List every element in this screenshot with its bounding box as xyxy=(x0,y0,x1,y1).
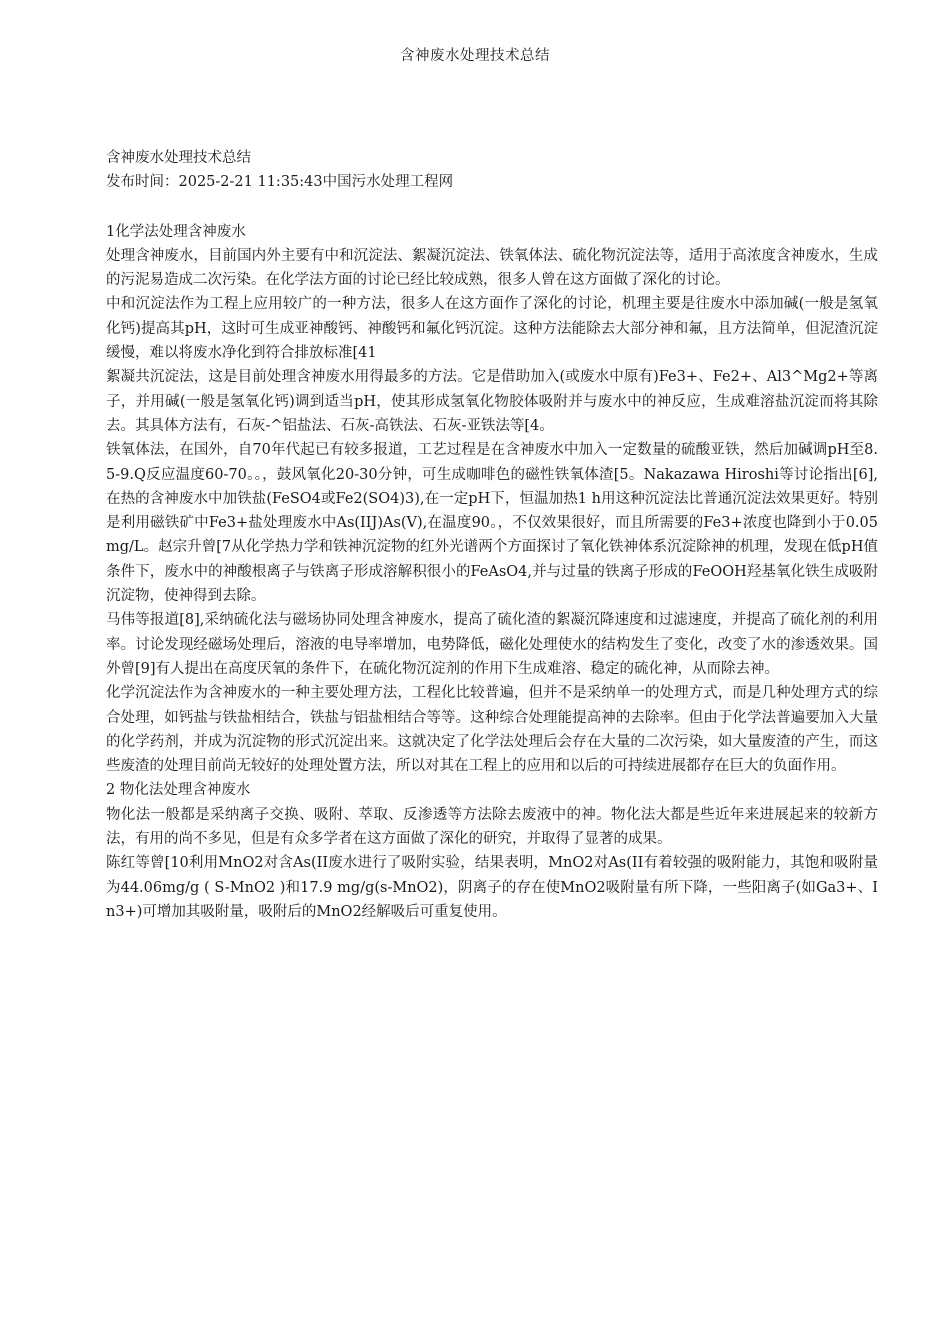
document-body xyxy=(106,146,878,924)
paragraph: 铁氧体法，在国外，自70年代起已有较多报道，工艺过程是在含神废水中加入一定数量的硫酸亚铁，然后加碱调pH至8.5-9.Q反应温度60-70。。，鼓风氧化20-30分钟，可生成咖啡色的磁性铁氧体渣[5。Nakazawa Hiroshi等讨论指出[6],在热的含神废水中加铁盐(FeSO4或Fe2(SO4)3),在一定pH下，恒温加热1 h用这种沉淀法比普通沉淀法效果更好。特别是利用磁铁矿中Fe3+盐处理废水中As(IIJ)As(V),在温度90。，不仅效果很好，而且所需要的Fe3+浓度也降到小于0.05mg/L。赵宗升曾[7从化学热力学和铁神沉淀物的红外光谱两个方面探讨了氧化铁神体系沉淀除神的机理，发现在低pH值条件下，废水中的神酸根离子与铁离子形成溶解积很小的FeAsO4,并与过量的铁离子形成的FeOOH羟基氧化铁生成吸附沉淀物，使神得到去除。 xyxy=(106,442,878,605)
page-header-title: 含神废水处理技术总结 xyxy=(400,48,550,64)
section-heading-physicochemical: 2 物化法处理含神废水 xyxy=(106,782,251,799)
paragraph: 陈红等曾[10利用MnO2对含As(II废水进行了吸附实验，结果表明，MnO2对As(II有着较强的吸附能力，其饱和吸附量为44.06mg/g ( S-MnO2 )和17.9 mg/g(s-MnO2)，阴离子的存在使MnO2吸附量有所下降，一些阳离子(如Ga3+、In3+)可增加其吸附量，吸附后的MnO2经解吸后可重复使用。 xyxy=(106,855,878,920)
paragraph: 絮凝共沉淀法，这是目前处理含神废水用得最多的方法。它是借助加入(或废水中原有)Fe3+、Fe2+、Al3^Mg2+等离子，并用碱(一般是氢氧化钙)调到适当pH，使其形成氢氧化物胶体吸附并与废水中的神反应，生成难溶盐沉淀而将其除去。其具体方法有，石灰-^铝盐法、石灰-高铁法、石灰-亚铁法等[4。 xyxy=(106,369,878,434)
article-meta xyxy=(106,146,878,195)
publish-info: 发布时间：2025-2-21 11:35:43中国污水处理工程网 xyxy=(106,174,454,191)
paragraph: 物化法一般都是采纳离子交换、吸附、萃取、反渗透等方法除去废液中的神。物化法大都是些近年来进展起来的较新方法，有用的尚不多见，但是有众多学者在这方面做了深化的研究，并取得了显著的成果。 xyxy=(106,806,878,848)
paragraph: 中和沉淀法作为工程上应用较广的一种方法，很多人在这方面作了深化的讨论，机理主要是往废水中添加碱(一般是氢氧化钙)提高其pH，这时可生成亚神酸钙、神酸钙和氟化钙沉淀。这种方法能除去大部分神和氟，且方法简单，但泥渣沉淀缓慢，难以将废水净化到符合排放标准[41 xyxy=(106,296,878,362)
paragraph: 处理含神废水，目前国内外主要有中和沉淀法、絮凝沉淀法、铁氧体法、硫化物沉淀法等，适用于高浓度含神废水，生成的污泥易造成二次污染。在化学法方面的讨论已经比较成熟，很多人曾在这方面做了深化的讨论。 xyxy=(106,247,878,289)
article-title: 含神废水处理技术总结 xyxy=(106,150,251,166)
section-heading-chemical: 1化学法处理含神废水 xyxy=(106,223,246,240)
paragraph: 马伟等报道[8],采纳硫化法与磁场协同处理含神废水，提高了硫化渣的絮凝沉降速度和过滤速度，并提高了硫化剂的利用率。讨论发现经磁场处理后，溶液的电导率增加，电势降低，磁化处理使水的结构发生了变化，改变了水的渗透效果。国外曾[9]有人提出在高度厌氧的条件下，在硫化物沉淀剂的作用下生成难溶、稳定的硫化神，从而除去神。 xyxy=(106,612,878,677)
paragraph: 化学沉淀法作为含神废水的一种主要处理方法，工程化比较普遍，但并不是采纳单一的处理方式，而是几种处理方式的综合处理，如钙盐与铁盐相结合，铁盐与铝盐相结合等等。这种综合处理能提高神的去除率。但由于化学法普遍要加入大量的化学药剂，并成为沉淀物的形式沉淀出来。这就决定了化学法处理后会存在大量的二次污染，如大量废渣的产生，而这些废渣的处理目前尚无较好的处理处置方法，所以对其在工程上的应用和以后的可持续进展都存在巨大的负面作用。 xyxy=(106,685,878,775)
